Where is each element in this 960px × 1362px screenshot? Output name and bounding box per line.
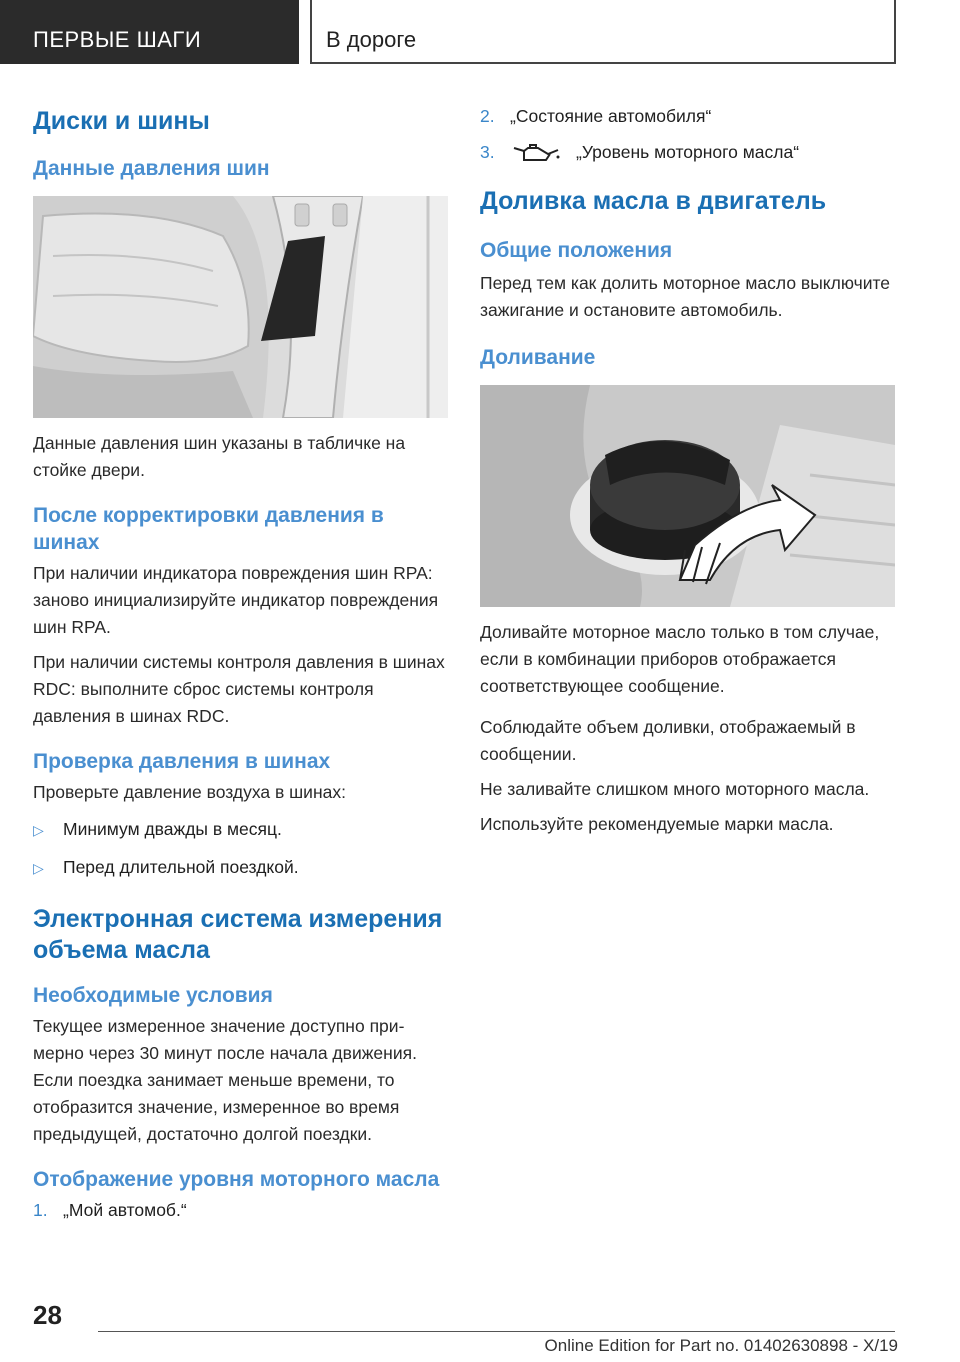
edition-text: Online Edition for Part no. 01402630898 - X/19	[544, 1336, 898, 1355]
door-pillar-photo	[33, 196, 448, 418]
list-item	[33, 854, 448, 882]
footer-divider	[98, 1331, 895, 1332]
bullet-triangle-icon: ▷	[33, 860, 44, 876]
list-item	[33, 816, 448, 844]
heading-after-correction: После корректировки давления в шинах	[33, 504, 384, 554]
adding-text-4: Используйте рекомендуемые марки масла.	[480, 814, 834, 834]
step-text: „Состояние автомобиля“	[510, 106, 712, 126]
page-number: 28	[33, 1300, 62, 1330]
general-text: Перед тем как долить моторное масло выключите зажигание и остановите автомобиль.	[480, 273, 891, 320]
heading-oil-level-display: Отображение уровня моторного масла	[33, 1168, 440, 1191]
heading-oil-topup: Доливка масла в двигатель	[480, 187, 827, 215]
adding-text-2: Соблюдайте объем доливки, отображаемый в сообщении.	[480, 717, 856, 764]
pressure-data-text: Данные давления шин указаны в табличке на стойке двери.	[33, 433, 406, 480]
list-item	[480, 139, 895, 166]
step-text: „Мой автомоб.“	[63, 1200, 187, 1220]
right-column	[480, 100, 895, 838]
list-item	[480, 103, 895, 130]
rpa-text: При наличии индикатора повреждения шин RPA: заново инициализируйте индикатор повреждения шин RPA.	[33, 563, 439, 637]
adding-text-1: Доливайте моторное масло только в том случае, если в комбинации приборов отображается соответствующее сообщение.	[480, 622, 880, 696]
heading-adding: Доливание	[480, 346, 596, 369]
rdc-text: При наличии системы контроля давления в шинах RDC: выполните сброс системы контроля давления в шинах RDC.	[33, 652, 445, 726]
list-item-text: Минимум дважды в месяц.	[63, 819, 282, 839]
heading-pressure-data: Данные давления шин	[33, 157, 270, 180]
list-item-text: Перед длительной поездкой.	[63, 857, 299, 877]
step-number: 2.	[480, 106, 495, 126]
conditions-text: Текущее измеренное значение доступно примерно через 30 минут после начала движения. Если поездка занимает меньше времени, то отобразится значение, измеренное во время предыдущей, достаточно долгой поездки.	[33, 1016, 417, 1144]
list-item	[33, 1197, 448, 1224]
heading-general: Общие положения	[480, 239, 673, 262]
left-column	[33, 100, 448, 1224]
heading-electronic-oil: Электронная система измерения объема масла	[33, 905, 443, 964]
heading-rims-tires: Диски и шины	[33, 107, 210, 135]
chapter-title: В дороге	[310, 0, 896, 64]
step-text: „Уровень моторного масла“	[576, 142, 800, 162]
step-number: 1.	[33, 1200, 48, 1220]
step-number: 3.	[480, 142, 495, 162]
pressure-check-text: Проверьте давление воздуха в шинах:	[33, 782, 346, 802]
oil-can-icon	[512, 142, 560, 164]
oil-cap-photo	[480, 385, 895, 607]
section-tab: ПЕРВЫЕ ШАГИ	[0, 0, 299, 64]
heading-conditions: Необходимые условия	[33, 984, 273, 1007]
bullet-triangle-icon: ▷	[33, 822, 44, 838]
heading-pressure-check: Проверка давления в шинах	[33, 750, 331, 773]
adding-text-3: Не заливайте слишком много моторного масла.	[480, 779, 870, 799]
